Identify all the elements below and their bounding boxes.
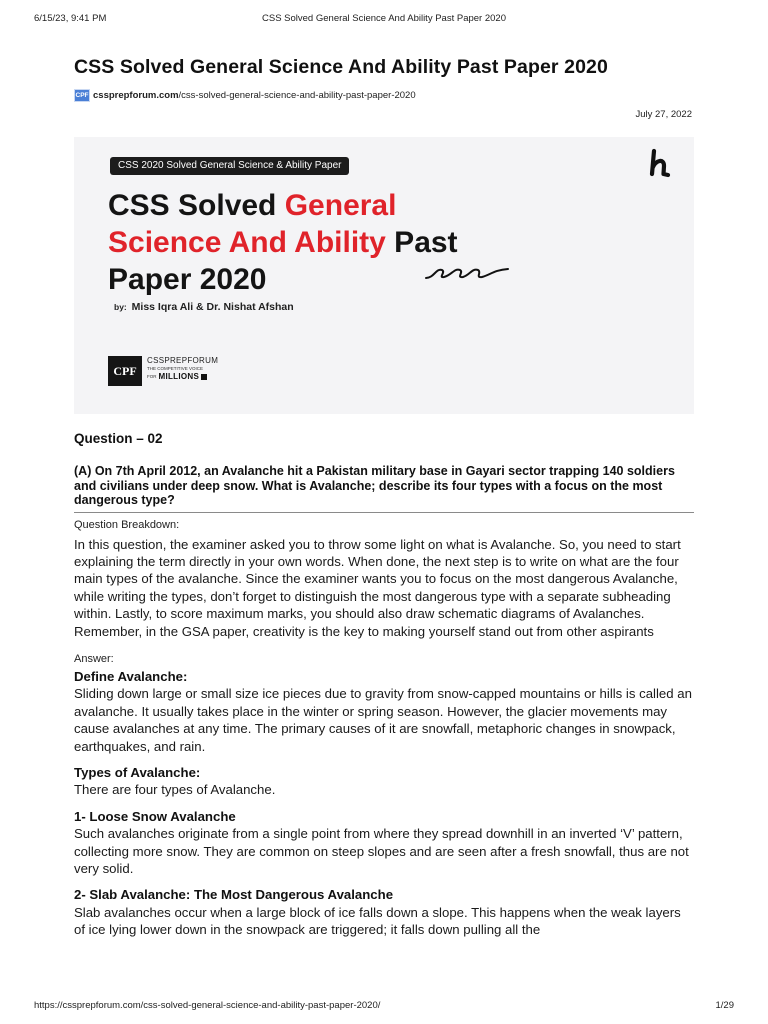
banner-heading (108, 187, 568, 298)
print-header (34, 13, 734, 25)
source-link[interactable] (93, 90, 416, 101)
loose-snow-heading: 1- Loose Snow Avalanche (74, 808, 236, 824)
site-favicon-icon: CPF (74, 89, 90, 102)
authors-prefix: by: (114, 302, 127, 312)
square-icon (201, 374, 207, 380)
publish-date: July 27, 2022 (635, 109, 692, 120)
cpf-logo-tagline: THE COMPETITIVE VOICE (147, 366, 204, 371)
source-domain: cssprepforum.com (93, 89, 179, 101)
squiggle-underline-icon (424, 265, 510, 281)
print-datetime: 6/15/23, 9:41 PM (34, 13, 107, 24)
banner-heading-part1: CSS Solved (108, 189, 285, 222)
breakdown-label: Question Breakdown: (74, 518, 180, 531)
types-paragraph: There are four types of Avalanche. (74, 782, 276, 798)
cpf-logo-name: CSSPREPFORUM (147, 356, 219, 365)
slab-heading: 2- Slab Avalanche: The Most Dangerous Avalanche (74, 887, 394, 903)
banner-heading-highlight-1: General (284, 189, 397, 222)
source-path: /css-solved-general-science-and-ability-past-paper-2020 (178, 89, 416, 101)
source-line (74, 88, 416, 102)
banner-heading-highlight-2: Science And Ability (108, 226, 386, 259)
brand-h-logo-icon (648, 148, 674, 178)
define-paragraph: Sliding down large or small size ice pieces due to gravity from snow-capped mountains or hills is called an avalanche. It usually takes place in the winter or spring season. However, the glacier movements may cause avalanches at any time. The primary causes of it are snowfall, metaphoric changes in snowpack, earthquakes, and rain. (74, 686, 692, 754)
banner-heading-part5: Paper 2020 (108, 263, 267, 296)
banner-authors (114, 301, 294, 313)
question-text: (A) On 7th April 2012, an Avalanche hit a Pakistan military base in Gayari sector trapping 140 soldiers and civilians under deep snow. What is Avalanche; describe its four types with a focus on the most dangerous type? (74, 464, 694, 513)
question-heading: Question – 02 (74, 431, 163, 446)
authors-names: Miss Iqra Ali & Dr. Nishat Afshan (131, 301, 294, 313)
loose-snow-paragraph: Such avalanches originate from a single point from where they spread downhill in an inverted ‘V’ pattern, collecting more snow. They are common on steep slopes and are seen after a fresh snowfall, thus are not very solid. (74, 826, 689, 876)
cpf-logo-millions: MILLIONS (158, 372, 200, 381)
cpf-logo-for: FOR (147, 374, 157, 379)
article-body (74, 430, 694, 939)
define-heading: Define Avalanche: (74, 668, 188, 684)
cpf-logo (108, 356, 218, 386)
footer-page-number: 1/29 (715, 1000, 734, 1011)
banner-tag: CSS 2020 Solved General Science & Ability Paper (110, 157, 349, 175)
print-page-title: CSS Solved General Science And Ability Past Paper 2020 (262, 13, 506, 24)
slab-paragraph: Slab avalanches occur when a large block of ice falls down a slope. This happens when the weak layers of ice lying lower down in the snowpack are triggered; it falls down pulling all the (74, 904, 681, 938)
breakdown-paragraph: In this question, the examiner asked you to throw some light on what is Avalanche. So, you need to start explaining the term directly in your own words. When done, the next step is to write on what are the four main types of the avalanche. Since the examiner wants you to focus on the most dangerous Avalanche, while writing the types, don’t forget to distinguish the most dangerous type with a separate subheading within. Lastly, to score maximum marks, you should also draw schematic diagrams of Avalanches. Remember, in the GSA paper, creativity is the key to making yourself stand out from other aspirants (74, 536, 681, 639)
footer-url: https://cssprepforum.com/css-solved-general-science-and-ability-past-paper-2020/ (34, 1000, 381, 1011)
cpf-logo-mark: CPF (108, 356, 142, 386)
answer-label: Answer: (74, 652, 114, 665)
featured-banner (74, 137, 694, 414)
banner-heading-part4: Past (385, 226, 458, 259)
article-title: CSS Solved General Science And Ability Past Paper 2020 (74, 56, 608, 78)
types-heading: Types of Avalanche: (74, 764, 201, 780)
